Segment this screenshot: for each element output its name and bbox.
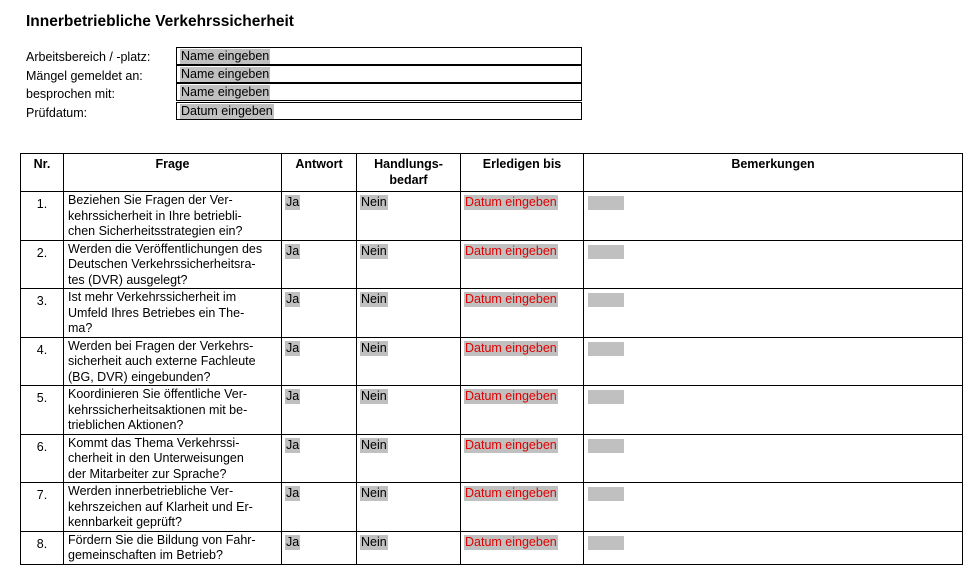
answer-cell: [282, 434, 357, 483]
row-number: 2.: [21, 240, 64, 289]
question-text: Kommt das Thema Verkehrssi- cherheit in den Unterweisungen der Mitarbeiter zur Sprache?: [64, 434, 282, 483]
due-date-cell: [461, 434, 584, 483]
action-needed-cell: [357, 192, 461, 241]
due-date-cell: [461, 337, 584, 386]
remarks-field[interactable]: [588, 245, 624, 259]
answer-cell: [282, 289, 357, 338]
answer-field[interactable]: Ja: [286, 534, 300, 549]
table-row: [21, 240, 963, 289]
column-header-antwort: Antwort: [282, 154, 357, 192]
remarks-cell: [584, 289, 963, 338]
answer-cell: [282, 240, 357, 289]
answer-field[interactable]: Ja: [286, 195, 300, 209]
meta-label-besprochen: besprochen mit:: [26, 87, 115, 101]
action-needed-field[interactable]: Nein: [361, 534, 387, 549]
action-needed-cell: [357, 434, 461, 483]
due-date-field[interactable]: Datum eingeben: [465, 292, 557, 306]
column-header-erledigen-bis: Erledigen bis: [461, 154, 584, 192]
answer-cell: [282, 531, 357, 564]
row-number: 1.: [21, 192, 64, 241]
action-needed-field[interactable]: Nein: [361, 292, 387, 306]
due-date-cell: [461, 531, 584, 564]
action-needed-field[interactable]: Nein: [361, 437, 387, 452]
due-date-cell: [461, 192, 584, 241]
action-needed-cell: [357, 386, 461, 435]
table-row: [21, 483, 963, 532]
answer-cell: [282, 192, 357, 241]
meta-label-pruefdatum: Prüfdatum:: [26, 106, 88, 120]
row-number: 4.: [21, 337, 64, 386]
due-date-cell: [461, 483, 584, 532]
column-header-nr: Nr.: [21, 154, 64, 192]
answer-field[interactable]: Ja: [286, 437, 300, 452]
action-needed-field[interactable]: Nein: [361, 195, 387, 209]
due-date-field[interactable]: Datum eingeben: [465, 437, 557, 452]
remarks-field[interactable]: [588, 342, 624, 356]
table-row: [21, 386, 963, 435]
remarks-cell: [584, 240, 963, 289]
question-text: Werden innerbetriebliche Ver- kehrszeichen auf Klarheit und Er- kennbarkeit geprüft?: [64, 483, 282, 532]
table-row: [21, 434, 963, 483]
due-date-cell: [461, 289, 584, 338]
field-value[interactable]: Datum eingeben: [181, 104, 273, 118]
meta-label-arbeitsbereich: Arbeitsbereich / -platz:: [26, 50, 151, 64]
table-row: [21, 192, 963, 241]
question-text: Ist mehr Verkehrssicherheit im Umfeld Ihres Betriebes ein The- ma?: [64, 289, 282, 338]
field-value[interactable]: Name eingeben: [181, 85, 270, 99]
question-text: Werden bei Fragen der Verkehrs- sicherheit auch externe Fachleute (BG, DVR) eingebunden?: [64, 337, 282, 386]
action-needed-field[interactable]: Nein: [361, 486, 387, 500]
row-number: 5.: [21, 386, 64, 435]
question-text: Koordinieren Sie öffentliche Ver- kehrssicherheitsaktionen mit be- trieblichen Aktionen?: [64, 386, 282, 435]
remarks-field[interactable]: [588, 439, 624, 453]
checklist-table: [20, 153, 963, 565]
action-needed-field[interactable]: Nein: [361, 340, 387, 355]
due-date-field[interactable]: Datum eingeben: [465, 340, 557, 355]
answer-field[interactable]: Ja: [286, 292, 300, 306]
table-row: [21, 337, 963, 386]
meta-field-maengel[interactable]: [176, 65, 582, 83]
action-needed-cell: [357, 483, 461, 532]
action-needed-field[interactable]: Nein: [361, 243, 387, 258]
answer-field[interactable]: Ja: [286, 486, 300, 500]
meta-field-arbeitsbereich[interactable]: [176, 47, 582, 65]
action-needed-cell: [357, 531, 461, 564]
table-row: [21, 531, 963, 564]
meta-field-pruefdatum[interactable]: [176, 102, 582, 120]
row-number: 3.: [21, 289, 64, 338]
meta-label-maengel: Mängel gemeldet an:: [26, 69, 143, 83]
column-header-frage: Frage: [64, 154, 282, 192]
action-needed-field[interactable]: Nein: [361, 389, 387, 403]
remarks-field[interactable]: [588, 536, 624, 550]
field-value[interactable]: Name eingeben: [181, 49, 270, 63]
question-text: Beziehen Sie Fragen der Ver- kehrssicherheit in Ihre betriebli- chen Sicherheitsstrategien ein?: [64, 192, 282, 241]
remarks-cell: [584, 192, 963, 241]
answer-field[interactable]: Ja: [286, 389, 300, 403]
column-header-handlungsbedarf: Handlungs- bedarf: [357, 154, 461, 192]
due-date-field[interactable]: Datum eingeben: [465, 534, 557, 549]
question-text: Werden die Veröffentlichungen des Deutschen Verkehrssicherheitsra- tes (DVR) ausgelegt?: [64, 240, 282, 289]
remarks-cell: [584, 483, 963, 532]
remarks-cell: [584, 337, 963, 386]
remarks-field[interactable]: [588, 487, 624, 501]
table-header-row: [21, 154, 963, 192]
answer-cell: [282, 337, 357, 386]
answer-cell: [282, 386, 357, 435]
answer-cell: [282, 483, 357, 532]
remarks-cell: [584, 434, 963, 483]
due-date-field[interactable]: Datum eingeben: [465, 486, 557, 500]
remarks-cell: [584, 531, 963, 564]
question-text: Fördern Sie die Bildung von Fahr- gemeinschaften im Betrieb?: [64, 531, 282, 564]
action-needed-cell: [357, 289, 461, 338]
row-number: 7.: [21, 483, 64, 532]
field-value[interactable]: Name eingeben: [181, 67, 270, 81]
row-number: 6.: [21, 434, 64, 483]
remarks-field[interactable]: [588, 293, 624, 307]
meta-field-besprochen[interactable]: [176, 83, 582, 101]
remarks-field[interactable]: [588, 390, 624, 404]
remarks-cell: [584, 386, 963, 435]
page-title: Innerbetriebliche Verkehrssicherheit: [26, 13, 294, 30]
action-needed-cell: [357, 240, 461, 289]
action-needed-cell: [357, 337, 461, 386]
remarks-field[interactable]: [588, 196, 624, 210]
due-date-field[interactable]: Datum eingeben: [465, 389, 557, 403]
due-date-field[interactable]: Datum eingeben: [465, 243, 557, 258]
table-row: [21, 289, 963, 338]
answer-field[interactable]: Ja: [286, 340, 300, 355]
due-date-cell: [461, 240, 584, 289]
row-number: 8.: [21, 531, 64, 564]
answer-field[interactable]: Ja: [286, 243, 300, 258]
column-header-bemerkungen: Bemerkungen: [584, 154, 963, 192]
due-date-cell: [461, 386, 584, 435]
due-date-field[interactable]: Datum eingeben: [465, 195, 557, 209]
